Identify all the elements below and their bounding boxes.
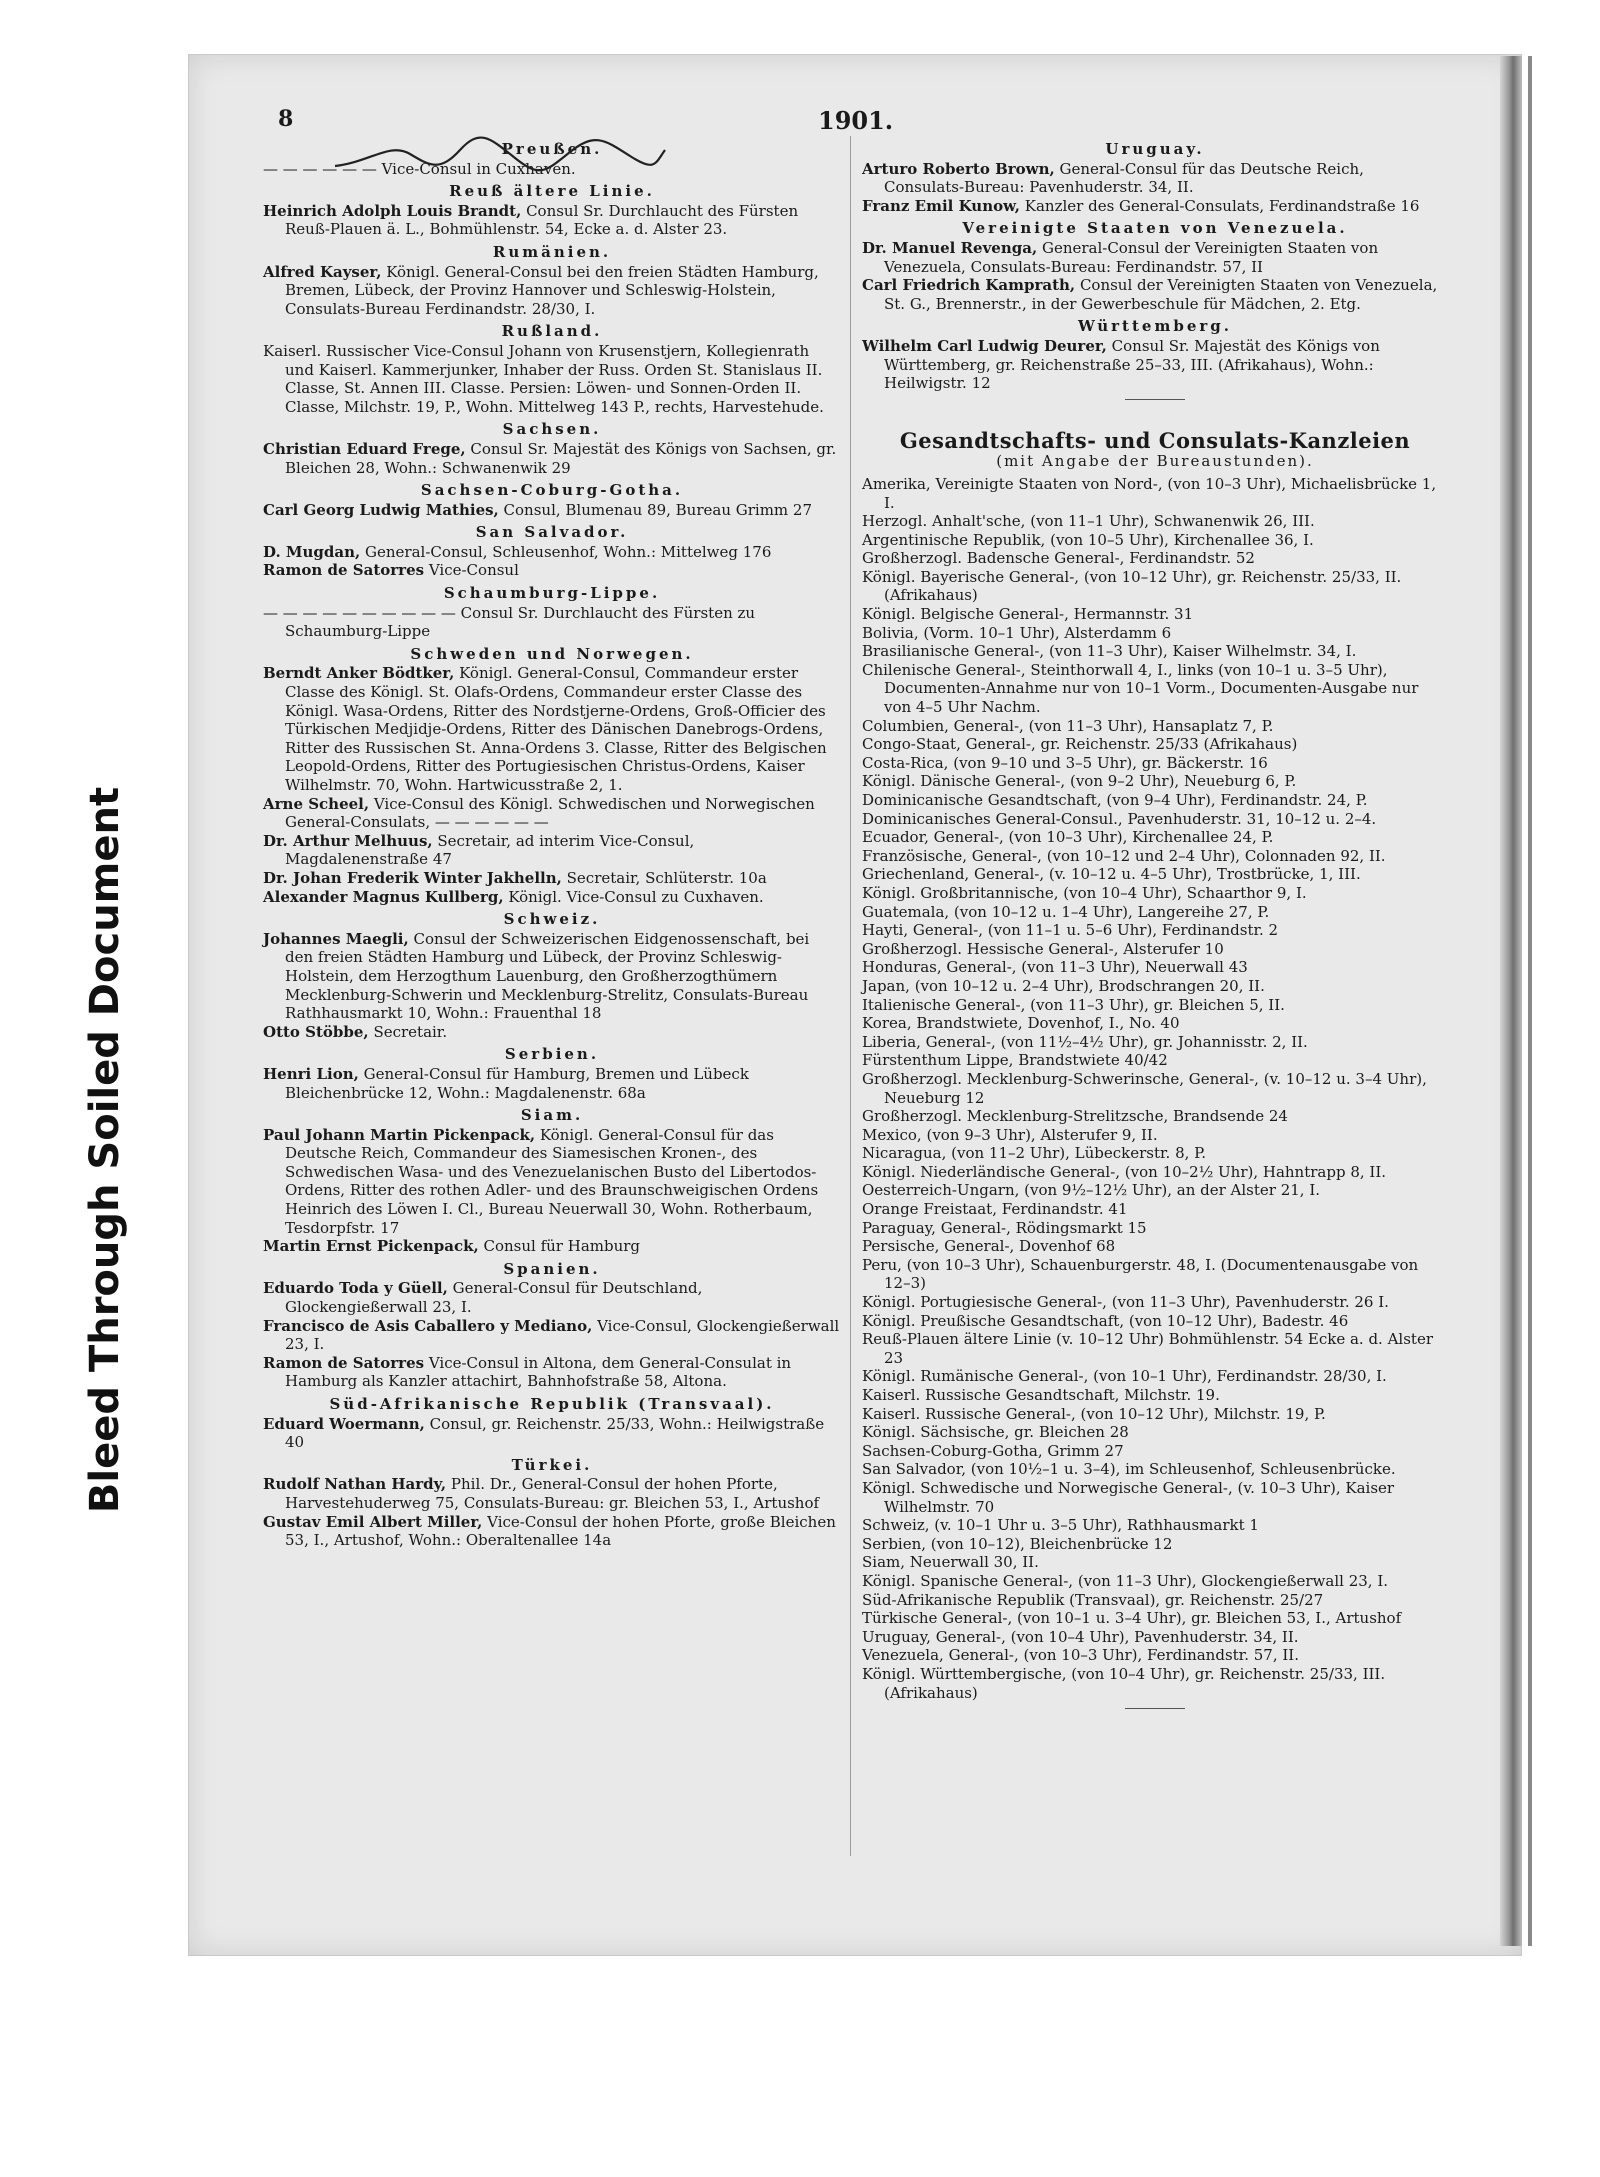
kanzlei-entry: Königl. Belgische General-, Hermannstr. 31 xyxy=(862,605,1194,624)
kanzlei-entry: Kaiserl. Russische General-, (von 10–12 Uhr), Milchstr. 19, P. xyxy=(862,1404,1326,1423)
page-edge-line xyxy=(1528,56,1532,1946)
consul-entry xyxy=(862,197,1448,216)
consul-entry xyxy=(263,1354,841,1391)
consul-details: Consul für Hamburg xyxy=(478,1237,641,1256)
consul-name: Heinrich Adolph Louis Brandt, xyxy=(263,201,522,220)
consul-entry xyxy=(263,1415,841,1452)
kanzlei-entry: Persische, General-, Dovenhof 68 xyxy=(862,1237,1116,1256)
consul-name: Ramon de Satorres xyxy=(263,1353,425,1372)
kanzlei-entry: Dominicanische Gesandtschaft, (von 9–4 Uhr), Ferdinandstr. 24, P. xyxy=(862,791,1368,809)
consul-details: General-Consul für Deutschland, Glockengießerwall 23, I. xyxy=(285,1279,703,1317)
kanzlei-entry: Paraguay, General-, Rödingsmarkt 15 xyxy=(862,1218,1147,1237)
consul-details: Secretair. xyxy=(368,1022,448,1041)
kanzlei-entry: Königl. Bayerische General-, (von 10–12 Uhr), gr. Reichenstr. 25/33, II. (Afrikahaus) xyxy=(862,567,1402,605)
consul-details: Vice-Consul der hohen Pforte, große Bleichen 53, I., Artushof, Wohn.: Oberaltenallee 14a xyxy=(285,1512,836,1550)
kanzlei-entry: Columbien, General-, (von 11–3 Uhr), Hansaplatz 7, P. xyxy=(862,716,1274,735)
kanzlei-entry: Großherzogl. Hessische General-, Alsterufer 10 xyxy=(862,939,1224,958)
consul-details: Königl. General-Consul bei den freien Städten Hamburg, Bremen, Lübeck, der Provinz Hannover und Schleswig-Holstein, Consulats-Bureau Ferdinandstr. 28/30, I. xyxy=(285,262,819,318)
consul-name: Wilhelm Carl Ludwig Deurer, xyxy=(862,336,1107,355)
consul-details: Vice-Consul, Glockengießerwall 23, I. xyxy=(285,1316,840,1354)
kanzlei-entry: Königl. Spanische General-, (von 11–3 Uhr), Glockengießerwall 23, I. xyxy=(862,1571,1389,1590)
consul-details: Consul der Schweizerischen Eidgenossenschaft, bei den freien Städten Hamburg und Lübeck, der Provinz Schleswig-Holstein, dem Herzogthum Lauenburg, den Großherzogthümern Mecklenburg-Schwerin und Mecklenburg-Strelitz, Consulats-Bureau Rathhausmarkt 10, Wohn.: Frauenthal 18 xyxy=(285,929,810,1023)
section-heading: Preußen. xyxy=(501,140,603,158)
kanzlei-entry: Königl. Großbritannische, (von 10–4 Uhr), Schaarthor 9, I. xyxy=(862,883,1307,902)
consul-name: Francisco de Asis Caballero y Mediano, xyxy=(263,1316,593,1335)
kanzlei-entry: Congo-Staat, General-, gr. Reichenstr. 25/33 (Afrikahaus) xyxy=(862,735,1298,754)
section-heading: Schweiz. xyxy=(503,910,601,929)
section-heading: Rumänien. xyxy=(492,242,612,261)
consul-name: Ramon de Satorres xyxy=(263,561,425,580)
consul-details: Vice-Consul xyxy=(424,561,519,580)
kanzlei-entry: Süd-Afrikanische Republik (Transvaal), gr. Reichenstr. 25/27 xyxy=(862,1590,1324,1609)
kanzlei-entry: Königl. Niederländische General-, (von 10–2½ Uhr), Hahntrapp 8, II. xyxy=(862,1162,1387,1181)
kanzlei-entry: Reuß-Plauen ältere Linie (v. 10–12 Uhr) Bohmühlenstr. 54 Ecke a. d. Alster 23 xyxy=(862,1330,1433,1367)
consul-details: Kaiserl. Russischer Vice-Consul Johann von Krusenstjern, Kollegienrath und Kaiserl. Kammerjunker, Inhaber der Russ. Orden St. Stanislaus II. Classe, St. Annen III. Classe. Persien: Löwen- und Sonnen-Orden II. Classe, Milchstr. 19, P., Wohn. Mittelweg 143 P., rechts, Harvestehude. xyxy=(263,341,824,416)
section-heading: Spanien. xyxy=(503,1259,601,1278)
section-heading: Schweden und Norwegen. xyxy=(410,644,694,663)
consul-name: Alfred Kayser, xyxy=(263,262,382,281)
kanzleien-subtitle: (mit Angabe der Bureaustunden). xyxy=(996,452,1314,471)
kanzlei-entry: Französische, General-, (von 10–12 und 2–4 Uhr), Colonnaden 92, II. xyxy=(862,846,1386,865)
kanzlei-entry: Costa-Rica, (von 9–10 und 3–5 Uhr), gr. Bäckerstr. 16 xyxy=(862,753,1268,772)
consul-entry xyxy=(263,832,841,869)
kanzlei-entry: Königl. Sächsische, gr. Bleichen 28 xyxy=(862,1423,1129,1442)
section-heading: Sachsen. xyxy=(502,420,602,439)
consul-entry xyxy=(862,160,1448,197)
section-rule xyxy=(1125,399,1185,400)
consul-name: Christian Eduard Frege, xyxy=(263,439,466,458)
section-heading: San Salvador. xyxy=(475,523,629,542)
consul-details: Königl. General-Consul, Commandeur erster Classe des Königl. St. Olafs-Ordens, Commandeur erster Classe des Königl. Wasa-Ordens, Ritter des Nordstjerne-Ordens, Groß-Officier des Türkischen Medjidje-Ordens, Ritter des Dänischen Danebrogs-Ordens, Ritter des Russischen St. Anna-Ordens 3. Classe, Ritter des Belgischen Leopold-Ordens, Ritter des Portugiesischen Christus-Ordens, Kaiser Wilhelmstr. 70, Wohn. Hartwicusstraße 2, 1. xyxy=(285,664,827,794)
section-heading: Vereinigte Staaten von Venezuela. xyxy=(962,219,1348,238)
consul-details: Consul der Vereinigten Staaten von Venezuela, St. G., Brennerstr., in der Gewerbeschule für Mädchen, 2. Etg. xyxy=(884,276,1438,313)
kanzlei-entry: Amerika, Vereinigte Staaten von Nord-, (von 10–3 Uhr), Michaelisbrücke 1, I. xyxy=(862,474,1437,512)
consul-entry xyxy=(263,561,841,580)
consul-details: General-Consul für das Deutsche Reich, Consulats-Bureau: Pavenhuderstr. 34, II. xyxy=(884,159,1364,197)
kanzlei-entry: Herzogl. Anhalt'sche, (von 11–1 Uhr), Schwanenwik 26, III. xyxy=(862,512,1315,531)
consul-name: D. Mugdan, xyxy=(263,542,361,561)
right-column xyxy=(862,136,1448,1717)
consul-details: Phil. Dr., General-Consul der hohen Pforte, Harvestehuderweg 75, Consulats-Bureau: gr. Bleichen 53, I., Artushof xyxy=(285,1475,820,1512)
consul-details: Consul Sr. Majestät des Königs von Sachsen, gr. Bleichen 28, Wohn.: Schwanenwik 29 xyxy=(285,439,837,477)
section-heading: Türkei. xyxy=(511,1455,593,1474)
consul-entry xyxy=(263,869,841,888)
kanzleien-list xyxy=(862,475,1448,1702)
consul-entry xyxy=(263,664,841,794)
kanzlei-entry: Siam, Neuerwall 30, II. xyxy=(862,1553,1039,1572)
kanzlei-entry: Königl. Portugiesische General-, (von 11–3 Uhr), Pavenhuderstr. 26 I. xyxy=(862,1293,1389,1312)
consul-entry xyxy=(263,795,841,832)
consul-name: Eduardo Toda y Güell, xyxy=(263,1279,448,1298)
consul-details: — — — — — — — — — — Consul Sr. Durchlaucht des Fürsten zu Schaumburg-Lippe xyxy=(263,603,756,641)
page-year: 1901. xyxy=(818,106,894,135)
consul-details: — — — — — — Vice-Consul in Cuxhaven. xyxy=(263,159,576,178)
kanzlei-entry: Uruguay, General-, (von 10–4 Uhr), Pavenhuderstr. 34, II. xyxy=(862,1627,1299,1646)
consul-name: Berndt Anker Bödtker, xyxy=(263,664,455,683)
consul-entry xyxy=(263,1317,841,1354)
kanzlei-entry: Honduras, General-, (von 11–3 Uhr), Neuerwall 43 xyxy=(862,958,1248,977)
consul-entry xyxy=(263,1279,841,1316)
section-heading: Siam. xyxy=(520,1106,584,1125)
consul-details: Königl. General-Consul für das Deutsche Reich, Commandeur des Siamesischen Kronen-, des Schwedischen Wasa- und des Venezuelanischen Busto del Libertodos-Ordens, Ritter des rothen Adler- und des Braunschweigischen Ordens Heinrich des Löwen I. Cl., Bureau Neuerwall 30, Wohn. Rotherbaum, Tesdorpfstr. 17 xyxy=(285,1125,819,1237)
kanzlei-entry: Argentinische Republik, (von 10–5 Uhr), Kirchenallee 36, I. xyxy=(862,530,1314,549)
consul-details: General-Consul für Hamburg, Bremen und Lübeck Bleichenbrücke 12, Wohn.: Magdalenenstr. 68a xyxy=(285,1064,749,1102)
consul-entry xyxy=(263,1023,841,1042)
margin-label: Bleed Through Soiled Document xyxy=(82,786,128,1514)
section-heading: Süd-Afrikanische Republik (Transvaal). xyxy=(329,1395,775,1413)
consul-details: Consul, gr. Reichenstr. 25/33, Wohn.: Heilwigstraße 40 xyxy=(285,1414,825,1452)
section-heading: Sachsen-Coburg-Gotha. xyxy=(420,481,684,500)
kanzlei-entry: Nicaragua, (von 11–2 Uhr), Lübeckerstr. 8, P. xyxy=(862,1144,1206,1163)
consul-details: Vice-Consul in Altona, dem General-Consulat in Hamburg als Kanzler attachirt, Bahnhofstraße 58, Altona. xyxy=(285,1353,792,1391)
consul-entry xyxy=(263,888,841,907)
kanzlei-entry: Sachsen-Coburg-Gotha, Grimm 27 xyxy=(862,1441,1124,1460)
consul-entry xyxy=(862,337,1448,393)
kanzlei-entry: Griechenland, General-, (v. 10–12 u. 4–5 Uhr), Trostbrücke, 1, III. xyxy=(862,865,1361,884)
left-column xyxy=(263,136,841,1550)
section-heading: Rußland. xyxy=(501,322,603,341)
kanzlei-entry: Königl. Schwedische und Norwegische General-, (v. 10–3 Uhr), Kaiser Wilhelmstr. 70 xyxy=(862,1478,1395,1516)
consul-entry xyxy=(263,440,841,477)
consul-name: Franz Emil Kunow, xyxy=(862,196,1021,215)
consul-details: Vice-Consul des Königl. Schwedischen und Norwegischen General-Consulats, — — — — — — xyxy=(285,794,815,832)
consul-entry xyxy=(263,501,841,520)
consul-entry xyxy=(263,1513,841,1550)
consul-name: Eduard Woermann, xyxy=(263,1414,425,1433)
kanzlei-entry: San Salvador, (von 10½–1 u. 3–4), im Schleusenhof, Schleusenbrücke. xyxy=(862,1460,1396,1479)
kanzlei-entry: Peru, (von 10–3 Uhr), Schauenburgerstr. 48, I. (Documentenausgabe von 12–3) xyxy=(862,1255,1419,1293)
kanzlei-entry: Dominicanisches General-Consul., Pavenhuderstr. 31, 10–12 u. 2–4. xyxy=(862,809,1377,828)
section-heading: Schaumburg-Lippe. xyxy=(443,584,661,603)
section-heading: Württemberg. xyxy=(1078,317,1232,336)
section-heading: Uruguay. xyxy=(1105,140,1205,158)
consul-entry xyxy=(263,263,841,319)
kanzlei-entry: Chilenische General-, Steinthorwall 4, I., links (von 10–1 u. 3–5 Uhr), Documenten-Annahme nur von 10–1 Vorm., Documenten-Ausgabe nur von 4–5 Uhr Nachm. xyxy=(862,660,1419,717)
kanzlei-entry: Königl. Rumänische General-, (von 10–1 Uhr), Ferdinandstr. 28/30, I. xyxy=(862,1367,1387,1386)
consul-name: Martin Ernst Pickenpack, xyxy=(263,1237,479,1256)
kanzlei-entry: Kaiserl. Russische Gesandtschaft, Milchstr. 19. xyxy=(862,1386,1220,1404)
kanzlei-entry: Schweiz, (v. 10–1 Uhr u. 3–5 Uhr), Rathhausmarkt 1 xyxy=(862,1516,1259,1535)
kanzleien-title: Gesandtschafts- und Consulats-Kanzleien xyxy=(899,427,1411,453)
consul-entry xyxy=(263,342,841,416)
kanzlei-entry: Königl. Württembergische, (von 10–4 Uhr), gr. Reichenstr. 25/33, III. (Afrikahaus) xyxy=(862,1664,1386,1702)
consul-name: Otto Stöbbe, xyxy=(263,1022,369,1041)
kanzlei-entry: Serbien, (von 10–12), Bleichenbrücke 12 xyxy=(862,1534,1173,1553)
consul-name: Johannes Maegli, xyxy=(263,929,409,948)
kanzlei-entry: Venezuela, General-, (von 10–3 Uhr), Ferdinandstr. 57, II. xyxy=(862,1646,1299,1665)
consul-entry xyxy=(263,1237,841,1256)
consul-details: Consul Sr. Majestät des Königs von Württemberg, gr. Reichenstraße 25–33, III. (Afrikahaus), Wohn.: Heilwigstr. 12 xyxy=(884,336,1380,393)
kanzlei-entry: Guatemala, (von 10–12 u. 1–4 Uhr), Langereihe 27, P. xyxy=(862,902,1270,921)
kanzlei-entry: Fürstenthum Lippe, Brandstwiete 40/42 xyxy=(862,1051,1168,1070)
kanzlei-entry: Großherzogl. Badensche General-, Ferdinandstr. 52 xyxy=(862,549,1255,568)
consul-details: Secretair, Schlüterstr. 10a xyxy=(561,868,767,887)
kanzlei-entry: Großherzogl. Mecklenburg-Schwerinsche, General-, (v. 10–12 u. 3–4 Uhr), Neueburg 12 xyxy=(862,1069,1427,1107)
kanzlei-entry: Hayti, General-, (von 11–1 u. 5–6 Uhr), Ferdinandstr. 2 xyxy=(862,921,1279,940)
consul-entry xyxy=(862,239,1448,276)
kanzlei-entry: Königl. Preußische Gesandtschaft, (von 10–12 Uhr), Badestr. 46 xyxy=(862,1311,1349,1330)
kanzlei-entry: Korea, Brandstwiete, Dovenhof, I., No. 40 xyxy=(862,1014,1180,1033)
consul-name: Dr. Arthur Melhuus, xyxy=(263,831,433,850)
consul-details: Secretair, ad interim Vice-Consul, Magdalenenstraße 47 xyxy=(285,831,695,869)
consul-name: Gustav Emil Albert Miller, xyxy=(263,1512,483,1531)
kanzlei-entry: Liberia, General-, (von 11½–4½ Uhr), gr. Johannisstr. 2, II. xyxy=(862,1032,1308,1051)
consul-details: Königl. Vice-Consul zu Cuxhaven. xyxy=(503,887,764,906)
consul-name: Dr. Manuel Revenga, xyxy=(862,238,1038,257)
consul-entry xyxy=(263,202,841,239)
consul-entry xyxy=(862,276,1448,313)
kanzlei-entry: Oesterreich-Ungarn, (von 9½–12½ Uhr), an der Alster 21, I. xyxy=(862,1181,1321,1200)
end-rule xyxy=(1125,1708,1185,1709)
consul-details: Consul Sr. Durchlaucht des Fürsten Reuß-Plauen ä. L., Bohmühlenstr. 54, Ecke a. d. Alster 23. xyxy=(285,201,799,239)
section-heading: Reuß ältere Linie. xyxy=(449,182,655,201)
consul-name: Rudolf Nathan Hardy, xyxy=(263,1475,447,1494)
kanzlei-entry: Königl. Dänische General-, (von 9–2 Uhr), Neueburg 6, P. xyxy=(862,772,1297,791)
consul-details: General-Consul der Vereinigten Staaten von Venezuela, Consulats-Bureau: Ferdinandstr. 57, II xyxy=(884,238,1379,276)
kanzlei-entry: Mexico, (von 9–3 Uhr), Alsterufer 9, II. xyxy=(862,1125,1158,1144)
section-heading: Serbien. xyxy=(504,1045,600,1064)
page-edge-shadow xyxy=(1500,56,1522,1946)
kanzlei-entry: Japan, (von 10–12 u. 2–4 Uhr), Brodschrangen 20, II. xyxy=(862,976,1265,995)
consul-entry xyxy=(263,543,841,562)
kanzlei-entry: Brasilianische General-, (von 11–3 Uhr), Kaiser Wilhelmstr. 34, I. xyxy=(862,642,1357,661)
consul-entry xyxy=(263,1126,841,1238)
kanzlei-entry: Türkische General-, (von 10–1 u. 3–4 Uhr), gr. Bleichen 53, I., Artushof xyxy=(862,1609,1402,1628)
consul-name: Henri Lion, xyxy=(263,1064,359,1083)
consul-name: Carl Georg Ludwig Mathies, xyxy=(263,500,499,519)
consul-name: Dr. Johan Frederik Winter Jakhelln, xyxy=(263,868,562,887)
consul-entry xyxy=(263,1065,841,1102)
consul-name: Paul Johann Martin Pickenpack, xyxy=(263,1125,536,1144)
column-divider xyxy=(850,136,851,1856)
consul-details: Consul, Blumenau 89, Bureau Grimm 27 xyxy=(498,500,813,519)
consul-details: General-Consul, Schleusenhof, Wohn.: Mittelweg 176 xyxy=(360,542,772,561)
consul-entry xyxy=(263,604,841,641)
consul-entry xyxy=(263,1475,841,1512)
consul-name: Arturo Roberto Brown, xyxy=(862,159,1055,178)
consul-entry xyxy=(263,160,841,179)
consul-name: Alexander Magnus Kullberg, xyxy=(263,887,504,906)
kanzlei-entry: Bolivia, (Vorm. 10–1 Uhr), Alsterdamm 6 xyxy=(862,623,1172,642)
consul-name: Arne Scheel, xyxy=(263,794,370,813)
kanzlei-entry: Italienische General-, (von 11–3 Uhr), gr. Bleichen 5, II. xyxy=(862,995,1285,1014)
kanzlei-entry: Ecuador, General-, (von 10–3 Uhr), Kirchenallee 24, P. xyxy=(862,828,1274,847)
consul-details: Kanzler des General-Consulats, Ferdinandstraße 16 xyxy=(1020,196,1420,215)
kanzlei-entry: Orange Freistaat, Ferdinandstr. 41 xyxy=(862,1200,1128,1219)
right-entries xyxy=(862,140,1448,393)
consul-entry xyxy=(263,930,841,1023)
consul-name: Carl Friedrich Kamprath, xyxy=(862,276,1076,295)
kanzlei-entry: Großherzogl. Mecklenburg-Strelitzsche, Brandsende 24 xyxy=(862,1107,1288,1126)
page-number: 8 xyxy=(278,106,294,132)
